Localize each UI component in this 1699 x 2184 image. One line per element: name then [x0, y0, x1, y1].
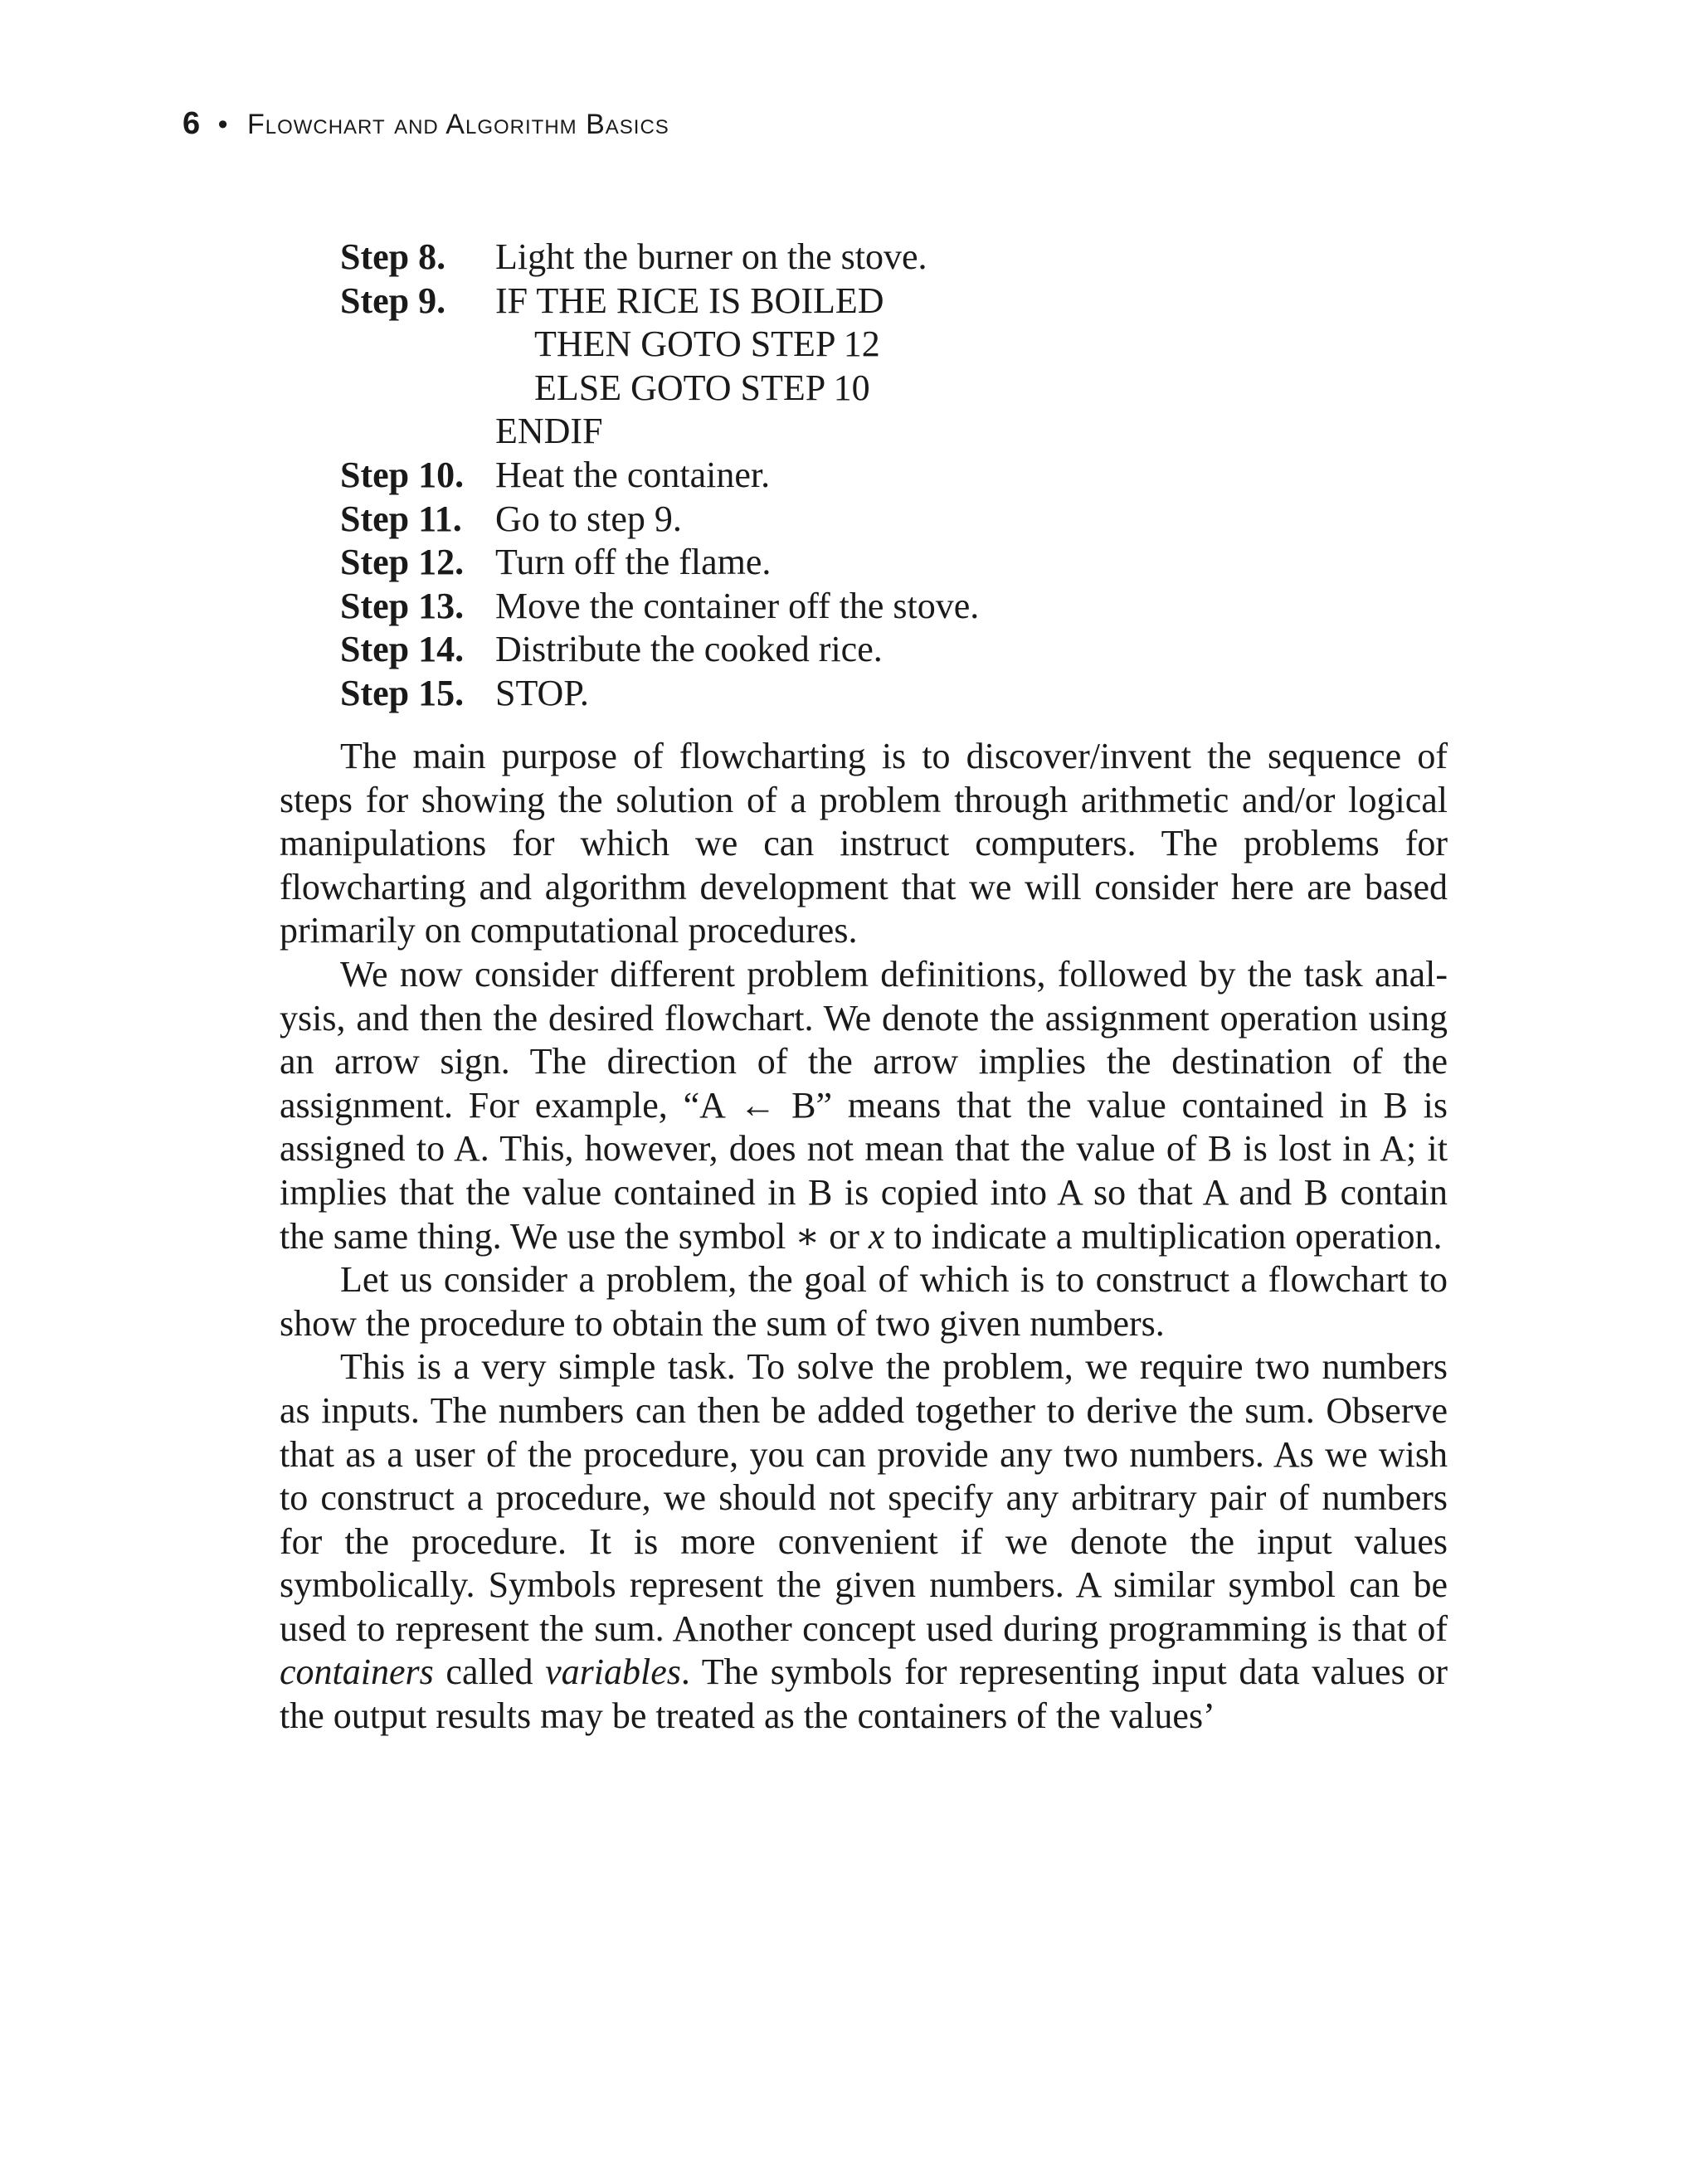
step-text: Light the burner on the stove. — [495, 236, 927, 277]
step-text: STOP. — [495, 672, 589, 713]
step-label: Step 9. — [340, 280, 446, 321]
step-text: Distribute the cooked rice. — [495, 629, 883, 670]
step-label: Step 15. — [340, 672, 465, 713]
step-label: Step 13. — [340, 585, 465, 626]
step-label: Step 8. — [340, 236, 446, 277]
multiplication-symbol-x: x — [868, 1215, 885, 1257]
step-continuation: ENDIF — [495, 411, 603, 452]
step-text: Heat the container. — [495, 454, 771, 495]
paragraph-4-text-b: called — [433, 1651, 546, 1693]
step-text: Turn off the flame. — [495, 542, 772, 583]
step-continuation: THEN GOTO STEP 12 — [534, 323, 880, 365]
step-label: Step 14. — [340, 629, 465, 670]
paragraph-4 — [280, 1345, 1448, 1738]
body-text — [280, 735, 1448, 1739]
paragraph-2-text: We now consider different problem definitions, followed by the task analysis, and then the desired flowchart. We denote the assignment operation using an arrow sign. The direction of the arrow implies the destination of the assignment. For example, “A ← B” means that the value contained in B is assigned to A. This, however, does not mean that the value of B is lost in A; it implies that the value contained in B is copied into A so that A and B contain the same thing. We use the symbol ∗ or — [280, 953, 1448, 1257]
page-number: 6 — [183, 106, 202, 141]
header-bullet: • — [217, 109, 229, 140]
book-title: Flowchart and Algorithm Basics — [246, 109, 669, 140]
paragraph-2-end: to indicate a multiplication operation. — [884, 1215, 1443, 1257]
step-label: Step 12. — [340, 542, 465, 583]
term-variables: variables — [545, 1651, 681, 1693]
algorithm-steps — [340, 236, 979, 716]
paragraph-2 — [280, 953, 1448, 1258]
step-row — [340, 628, 979, 672]
step-row — [340, 585, 979, 629]
paragraph-4-text-c: . The symbols for representing input data values or the output results may be treated as the containers of the values’ — [280, 1651, 1448, 1737]
term-containers: containers — [280, 1651, 434, 1693]
step-row — [340, 541, 979, 585]
step-row — [340, 236, 979, 280]
step-text: Go to step 9. — [495, 498, 682, 539]
step-continuation: ELSE GOTO STEP 10 — [534, 367, 870, 408]
step-row — [340, 280, 979, 323]
step-row — [340, 672, 979, 716]
paragraph-1: The main purpose of flowcharting is to discover/invent the sequence of steps for showing the solution of a problem through arithmetic and/or logical manipulations for which we can instruct computers. The problems for flowcharting and algorithm development that we will consider here are based primarily on computational procedures. — [280, 736, 1448, 951]
step-label: Step 10. — [340, 454, 465, 495]
step-label: Step 11. — [340, 498, 462, 539]
paragraph-3: Let us consider a problem, the goal of which is to construct a flowchart to show the procedure to obtain the sum of two given numbers. — [280, 1259, 1448, 1344]
step-row — [340, 454, 979, 498]
paragraph-4-text-a: This is a very simple task. To solve the problem, we require two numbers as inputs. The numbers can then be added together to derive the sum. Observe that as a user of the procedure, you can provide any two numbers. As we wish to construct a procedure, we should not specify any arbitrary pair of numbers for the procedure. It is more convenient if we denote the input values symbolically. Symbols represent the given numbers. A similar symbol can be used to represent the sum. Another concept used during programming is that of — [280, 1346, 1448, 1649]
step-text: IF THE RICE IS BOILED — [495, 280, 884, 321]
running-head — [183, 106, 669, 142]
step-row — [340, 498, 979, 542]
step-text: Move the container off the stove. — [495, 585, 980, 626]
